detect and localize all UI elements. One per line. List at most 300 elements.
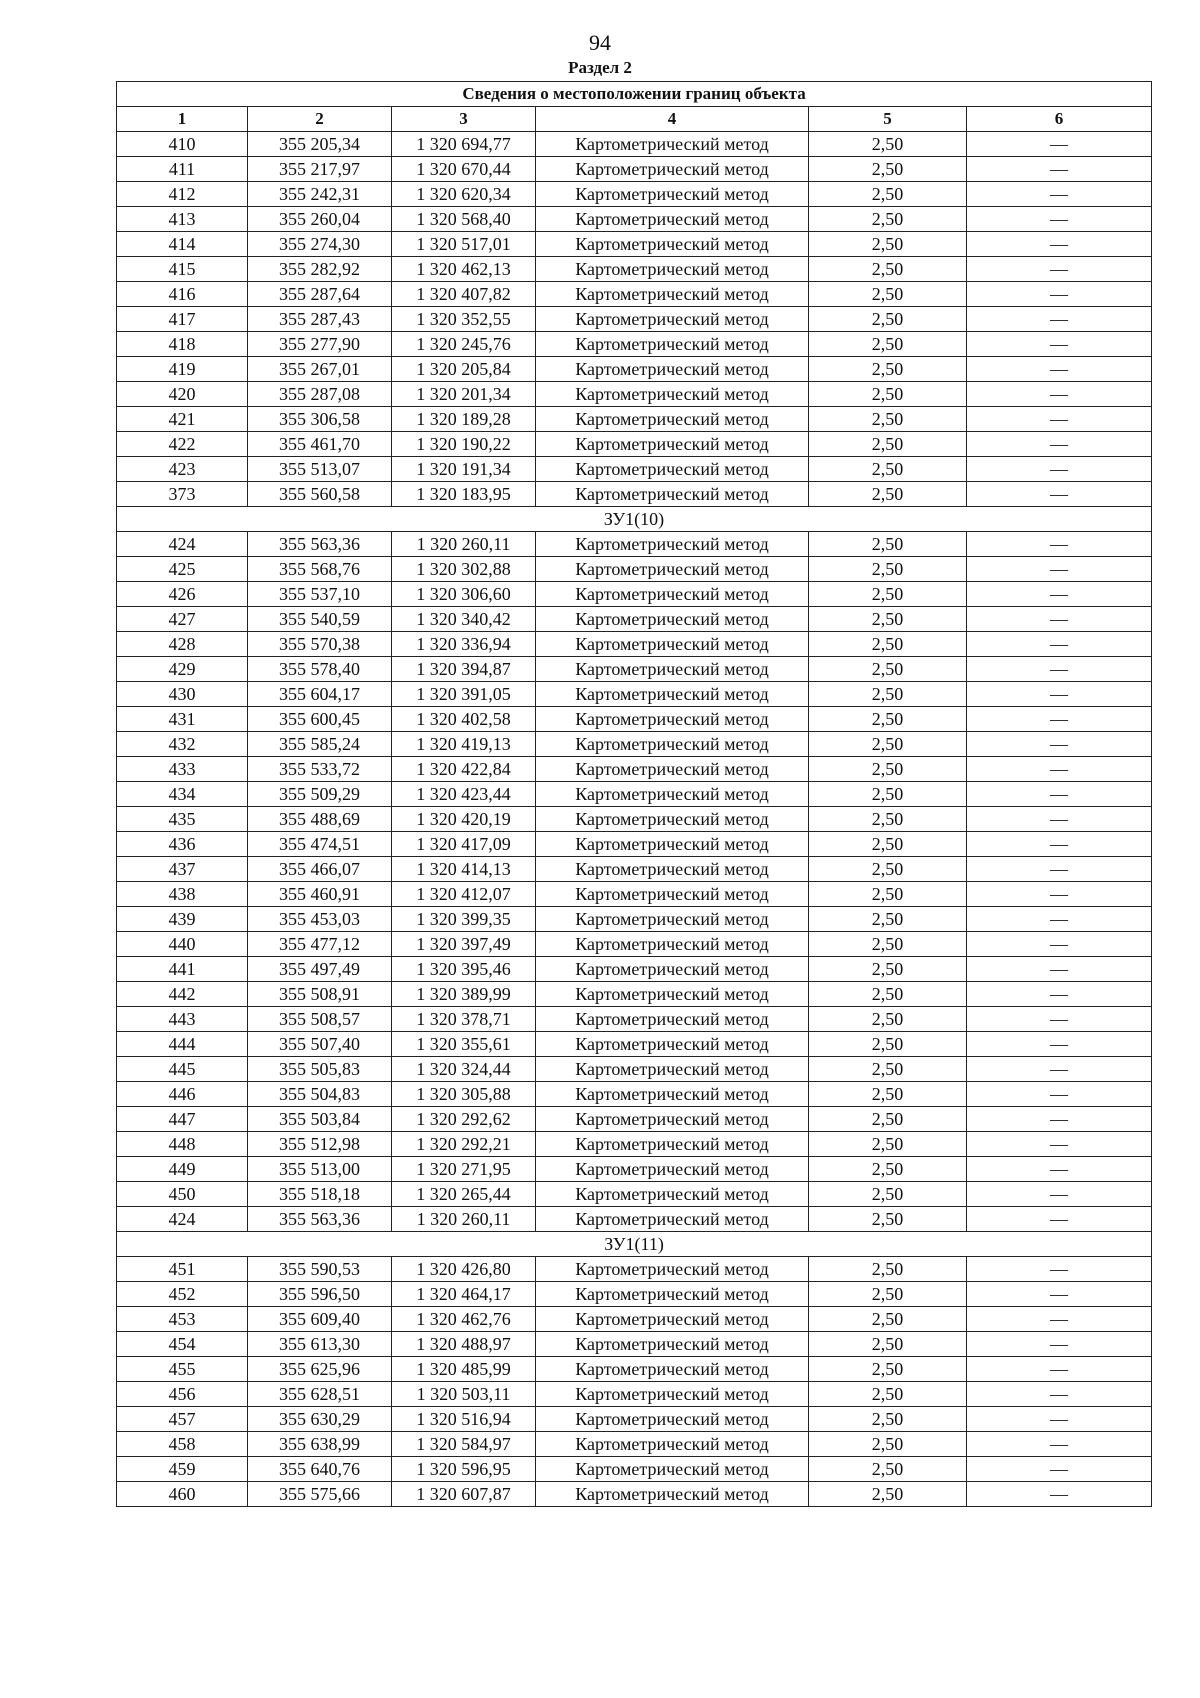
table-row: [117, 607, 1152, 632]
method-cell: Картометрический метод: [536, 1207, 809, 1232]
table-row: [117, 1207, 1152, 1232]
table-row: [117, 907, 1152, 932]
point-number-cell: 417: [117, 307, 248, 332]
table-row: [117, 132, 1152, 157]
method-cell: Картометрический метод: [536, 482, 809, 507]
method-cell: Картометрический метод: [536, 257, 809, 282]
accuracy-cell: 2,50: [809, 1082, 967, 1107]
point-number-cell: 430: [117, 682, 248, 707]
table-row: [117, 332, 1152, 357]
x-coordinate-cell: 355 638,99: [248, 1432, 392, 1457]
accuracy-cell: 2,50: [809, 1407, 967, 1432]
accuracy-cell: 2,50: [809, 857, 967, 882]
group-header-row: [117, 1232, 1152, 1257]
y-coordinate-cell: 1 320 464,17: [392, 1282, 536, 1307]
point-number-cell: 426: [117, 582, 248, 607]
method-cell: Картометрический метод: [536, 232, 809, 257]
x-coordinate-cell: 355 477,12: [248, 932, 392, 957]
accuracy-cell: 2,50: [809, 307, 967, 332]
description-cell: —: [967, 857, 1152, 882]
x-coordinate-cell: 355 460,91: [248, 882, 392, 907]
y-coordinate-cell: 1 320 389,99: [392, 982, 536, 1007]
description-cell: —: [967, 457, 1152, 482]
y-coordinate-cell: 1 320 503,11: [392, 1382, 536, 1407]
method-cell: Картометрический метод: [536, 907, 809, 932]
table-row: [117, 1382, 1152, 1407]
description-cell: —: [967, 332, 1152, 357]
method-cell: Картометрический метод: [536, 1357, 809, 1382]
table-row: [117, 557, 1152, 582]
table-row: [117, 1057, 1152, 1082]
y-coordinate-cell: 1 320 422,84: [392, 757, 536, 782]
method-cell: Картометрический метод: [536, 1282, 809, 1307]
point-number-cell: 431: [117, 707, 248, 732]
y-coordinate-cell: 1 320 620,34: [392, 182, 536, 207]
description-cell: —: [967, 1182, 1152, 1207]
y-coordinate-cell: 1 320 488,97: [392, 1332, 536, 1357]
table-row: [117, 857, 1152, 882]
x-coordinate-cell: 355 474,51: [248, 832, 392, 857]
accuracy-cell: 2,50: [809, 1282, 967, 1307]
x-coordinate-cell: 355 563,36: [248, 532, 392, 557]
table-row: [117, 782, 1152, 807]
point-number-cell: 373: [117, 482, 248, 507]
description-cell: —: [967, 307, 1152, 332]
point-number-cell: 424: [117, 532, 248, 557]
x-coordinate-cell: 355 560,58: [248, 482, 392, 507]
y-coordinate-cell: 1 320 336,94: [392, 632, 536, 657]
x-coordinate-cell: 355 287,08: [248, 382, 392, 407]
point-number-cell: 416: [117, 282, 248, 307]
table-row: [117, 157, 1152, 182]
x-coordinate-cell: 355 461,70: [248, 432, 392, 457]
table-row: [117, 1157, 1152, 1182]
accuracy-cell: 2,50: [809, 557, 967, 582]
y-coordinate-cell: 1 320 191,34: [392, 457, 536, 482]
point-number-cell: 424: [117, 1207, 248, 1232]
method-cell: Картометрический метод: [536, 207, 809, 232]
method-cell: Картометрический метод: [536, 757, 809, 782]
table-row: [117, 682, 1152, 707]
table-row: [117, 832, 1152, 857]
accuracy-cell: 2,50: [809, 1032, 967, 1057]
accuracy-cell: 2,50: [809, 457, 967, 482]
accuracy-cell: 2,50: [809, 732, 967, 757]
method-cell: Картометрический метод: [536, 857, 809, 882]
accuracy-cell: 2,50: [809, 1207, 967, 1232]
x-coordinate-cell: 355 503,84: [248, 1107, 392, 1132]
table-row: [117, 382, 1152, 407]
accuracy-cell: 2,50: [809, 1057, 967, 1082]
y-coordinate-cell: 1 320 397,49: [392, 932, 536, 957]
y-coordinate-cell: 1 320 340,42: [392, 607, 536, 632]
table-row: [117, 1082, 1152, 1107]
method-cell: Картометрический метод: [536, 532, 809, 557]
accuracy-cell: 2,50: [809, 632, 967, 657]
method-cell: Картометрический метод: [536, 1457, 809, 1482]
method-cell: Картометрический метод: [536, 182, 809, 207]
point-number-cell: 437: [117, 857, 248, 882]
accuracy-cell: 2,50: [809, 607, 967, 632]
method-cell: Картометрический метод: [536, 432, 809, 457]
accuracy-cell: 2,50: [809, 582, 967, 607]
table-row: [117, 432, 1152, 457]
accuracy-cell: 2,50: [809, 757, 967, 782]
description-cell: —: [967, 632, 1152, 657]
column-header: 5: [809, 107, 967, 132]
method-cell: Картометрический метод: [536, 1407, 809, 1432]
point-number-cell: 413: [117, 207, 248, 232]
y-coordinate-cell: 1 320 402,58: [392, 707, 536, 732]
x-coordinate-cell: 355 540,59: [248, 607, 392, 632]
method-cell: Картометрический метод: [536, 582, 809, 607]
method-cell: Картометрический метод: [536, 982, 809, 1007]
table-row: [117, 307, 1152, 332]
point-number-cell: 460: [117, 1482, 248, 1507]
description-cell: —: [967, 1257, 1152, 1282]
y-coordinate-cell: 1 320 352,55: [392, 307, 536, 332]
x-coordinate-cell: 355 282,92: [248, 257, 392, 282]
point-number-cell: 457: [117, 1407, 248, 1432]
accuracy-cell: 2,50: [809, 207, 967, 232]
table-row: [117, 732, 1152, 757]
description-cell: —: [967, 1107, 1152, 1132]
accuracy-cell: 2,50: [809, 1482, 967, 1507]
point-number-cell: 459: [117, 1457, 248, 1482]
accuracy-cell: 2,50: [809, 432, 967, 457]
y-coordinate-cell: 1 320 292,62: [392, 1107, 536, 1132]
x-coordinate-cell: 355 287,43: [248, 307, 392, 332]
description-cell: —: [967, 682, 1152, 707]
point-number-cell: 435: [117, 807, 248, 832]
x-coordinate-cell: 355 507,40: [248, 1032, 392, 1057]
table-row: [117, 882, 1152, 907]
method-cell: Картометрический метод: [536, 1032, 809, 1057]
description-cell: —: [967, 782, 1152, 807]
table-row: [117, 1432, 1152, 1457]
table-row: [117, 757, 1152, 782]
description-cell: —: [967, 157, 1152, 182]
x-coordinate-cell: 355 513,00: [248, 1157, 392, 1182]
x-coordinate-cell: 355 628,51: [248, 1382, 392, 1407]
point-number-cell: 422: [117, 432, 248, 457]
x-coordinate-cell: 355 205,34: [248, 132, 392, 157]
method-cell: Картометрический метод: [536, 1057, 809, 1082]
point-number-cell: 453: [117, 1307, 248, 1332]
column-header: 6: [967, 107, 1152, 132]
accuracy-cell: 2,50: [809, 282, 967, 307]
description-cell: —: [967, 382, 1152, 407]
accuracy-cell: 2,50: [809, 907, 967, 932]
table-row: [117, 807, 1152, 832]
description-cell: —: [967, 282, 1152, 307]
method-cell: Картометрический метод: [536, 357, 809, 382]
accuracy-cell: 2,50: [809, 1157, 967, 1182]
x-coordinate-cell: 355 453,03: [248, 907, 392, 932]
x-coordinate-cell: 355 537,10: [248, 582, 392, 607]
method-cell: Картометрический метод: [536, 457, 809, 482]
x-coordinate-cell: 355 267,01: [248, 357, 392, 382]
y-coordinate-cell: 1 320 271,95: [392, 1157, 536, 1182]
x-coordinate-cell: 355 512,98: [248, 1132, 392, 1157]
point-number-cell: 414: [117, 232, 248, 257]
method-cell: Картометрический метод: [536, 1307, 809, 1332]
description-cell: —: [967, 1432, 1152, 1457]
method-cell: Картометрический метод: [536, 407, 809, 432]
x-coordinate-cell: 355 513,07: [248, 457, 392, 482]
table-caption-row: [117, 82, 1152, 107]
description-cell: —: [967, 582, 1152, 607]
description-cell: —: [967, 1032, 1152, 1057]
accuracy-cell: 2,50: [809, 232, 967, 257]
method-cell: Картометрический метод: [536, 932, 809, 957]
table-row: [117, 932, 1152, 957]
method-cell: Картометрический метод: [536, 832, 809, 857]
y-coordinate-cell: 1 320 355,61: [392, 1032, 536, 1057]
table-body: [117, 132, 1152, 1507]
x-coordinate-cell: 355 497,49: [248, 957, 392, 982]
point-number-cell: 415: [117, 257, 248, 282]
y-coordinate-cell: 1 320 584,97: [392, 1432, 536, 1457]
point-number-cell: 432: [117, 732, 248, 757]
description-cell: —: [967, 1057, 1152, 1082]
column-header: 4: [536, 107, 809, 132]
point-number-cell: 446: [117, 1082, 248, 1107]
table-row: [117, 1032, 1152, 1057]
table-row: [117, 957, 1152, 982]
point-number-cell: 421: [117, 407, 248, 432]
description-cell: —: [967, 1357, 1152, 1382]
y-coordinate-cell: 1 320 260,11: [392, 1207, 536, 1232]
x-coordinate-cell: 355 509,29: [248, 782, 392, 807]
point-number-cell: 420: [117, 382, 248, 407]
accuracy-cell: 2,50: [809, 932, 967, 957]
accuracy-cell: 2,50: [809, 1357, 967, 1382]
x-coordinate-cell: 355 563,36: [248, 1207, 392, 1232]
point-number-cell: 449: [117, 1157, 248, 1182]
table-row: [117, 282, 1152, 307]
accuracy-cell: 2,50: [809, 957, 967, 982]
point-number-cell: 455: [117, 1357, 248, 1382]
description-cell: —: [967, 757, 1152, 782]
x-coordinate-cell: 355 630,29: [248, 1407, 392, 1432]
point-number-cell: 442: [117, 982, 248, 1007]
accuracy-cell: 2,50: [809, 1307, 967, 1332]
section-title: Раздел 2: [568, 58, 632, 77]
method-cell: Картометрический метод: [536, 807, 809, 832]
description-cell: —: [967, 1207, 1152, 1232]
x-coordinate-cell: 355 585,24: [248, 732, 392, 757]
accuracy-cell: 2,50: [809, 1332, 967, 1357]
point-number-cell: 440: [117, 932, 248, 957]
table-row: [117, 1457, 1152, 1482]
description-cell: —: [967, 1132, 1152, 1157]
method-cell: Картометрический метод: [536, 1107, 809, 1132]
method-cell: Картометрический метод: [536, 1157, 809, 1182]
y-coordinate-cell: 1 320 190,22: [392, 432, 536, 457]
description-cell: —: [967, 832, 1152, 857]
x-coordinate-cell: 355 533,72: [248, 757, 392, 782]
y-coordinate-cell: 1 320 407,82: [392, 282, 536, 307]
accuracy-cell: 2,50: [809, 132, 967, 157]
y-coordinate-cell: 1 320 516,94: [392, 1407, 536, 1432]
method-cell: Картометрический метод: [536, 282, 809, 307]
description-cell: —: [967, 907, 1152, 932]
table-row: [117, 1107, 1152, 1132]
y-coordinate-cell: 1 320 596,95: [392, 1457, 536, 1482]
point-number-cell: 451: [117, 1257, 248, 1282]
method-cell: Картометрический метод: [536, 1382, 809, 1407]
y-coordinate-cell: 1 320 485,99: [392, 1357, 536, 1382]
method-cell: Картометрический метод: [536, 382, 809, 407]
table-row: [117, 1257, 1152, 1282]
accuracy-cell: 2,50: [809, 407, 967, 432]
y-coordinate-cell: 1 320 417,09: [392, 832, 536, 857]
x-coordinate-cell: 355 260,04: [248, 207, 392, 232]
accuracy-cell: 2,50: [809, 1007, 967, 1032]
x-coordinate-cell: 355 277,90: [248, 332, 392, 357]
y-coordinate-cell: 1 320 399,35: [392, 907, 536, 932]
table-row: [117, 1307, 1152, 1332]
accuracy-cell: 2,50: [809, 782, 967, 807]
x-coordinate-cell: 355 242,31: [248, 182, 392, 207]
description-cell: —: [967, 932, 1152, 957]
y-coordinate-cell: 1 320 205,84: [392, 357, 536, 382]
point-number-cell: 444: [117, 1032, 248, 1057]
accuracy-cell: 2,50: [809, 1107, 967, 1132]
y-coordinate-cell: 1 320 694,77: [392, 132, 536, 157]
x-coordinate-cell: 355 600,45: [248, 707, 392, 732]
table-row: [117, 407, 1152, 432]
table-row: [117, 182, 1152, 207]
x-coordinate-cell: 355 613,30: [248, 1332, 392, 1357]
table-row: [117, 1482, 1152, 1507]
x-coordinate-cell: 355 578,40: [248, 657, 392, 682]
x-coordinate-cell: 355 508,91: [248, 982, 392, 1007]
description-cell: —: [967, 1332, 1152, 1357]
y-coordinate-cell: 1 320 245,76: [392, 332, 536, 357]
x-coordinate-cell: 355 570,38: [248, 632, 392, 657]
table-row: [117, 707, 1152, 732]
description-cell: —: [967, 657, 1152, 682]
accuracy-cell: 2,50: [809, 832, 967, 857]
description-cell: —: [967, 257, 1152, 282]
method-cell: Картометрический метод: [536, 732, 809, 757]
table-caption: Сведения о местоположении границ объекта: [117, 82, 1152, 107]
accuracy-cell: 2,50: [809, 1382, 967, 1407]
point-number-cell: 410: [117, 132, 248, 157]
y-coordinate-cell: 1 320 183,95: [392, 482, 536, 507]
description-cell: —: [967, 1407, 1152, 1432]
column-header-row: [117, 107, 1152, 132]
x-coordinate-cell: 355 508,57: [248, 1007, 392, 1032]
method-cell: Картометрический метод: [536, 1182, 809, 1207]
point-number-cell: 445: [117, 1057, 248, 1082]
x-coordinate-cell: 355 590,53: [248, 1257, 392, 1282]
accuracy-cell: 2,50: [809, 157, 967, 182]
method-cell: Картометрический метод: [536, 332, 809, 357]
table-row: [117, 532, 1152, 557]
column-header: 2: [248, 107, 392, 132]
group-label: ЗУ1(10): [117, 507, 1152, 532]
point-number-cell: 458: [117, 1432, 248, 1457]
accuracy-cell: 2,50: [809, 532, 967, 557]
accuracy-cell: 2,50: [809, 1132, 967, 1157]
accuracy-cell: 2,50: [809, 682, 967, 707]
method-cell: Картометрический метод: [536, 157, 809, 182]
method-cell: Картометрический метод: [536, 682, 809, 707]
y-coordinate-cell: 1 320 324,44: [392, 1057, 536, 1082]
description-cell: —: [967, 957, 1152, 982]
accuracy-cell: 2,50: [809, 982, 967, 1007]
description-cell: —: [967, 607, 1152, 632]
accuracy-cell: 2,50: [809, 382, 967, 407]
description-cell: —: [967, 357, 1152, 382]
x-coordinate-cell: 355 625,96: [248, 1357, 392, 1382]
table-row: [117, 232, 1152, 257]
x-coordinate-cell: 355 505,83: [248, 1057, 392, 1082]
y-coordinate-cell: 1 320 394,87: [392, 657, 536, 682]
y-coordinate-cell: 1 320 265,44: [392, 1182, 536, 1207]
accuracy-cell: 2,50: [809, 1182, 967, 1207]
y-coordinate-cell: 1 320 201,34: [392, 382, 536, 407]
x-coordinate-cell: 355 274,30: [248, 232, 392, 257]
point-number-cell: 439: [117, 907, 248, 932]
point-number-cell: 411: [117, 157, 248, 182]
table-row: [117, 1282, 1152, 1307]
x-coordinate-cell: 355 568,76: [248, 557, 392, 582]
table-row: [117, 1332, 1152, 1357]
x-coordinate-cell: 355 287,64: [248, 282, 392, 307]
y-coordinate-cell: 1 320 292,21: [392, 1132, 536, 1157]
y-coordinate-cell: 1 320 568,40: [392, 207, 536, 232]
point-number-cell: 448: [117, 1132, 248, 1157]
x-coordinate-cell: 355 518,18: [248, 1182, 392, 1207]
accuracy-cell: 2,50: [809, 807, 967, 832]
accuracy-cell: 2,50: [809, 332, 967, 357]
table-row: [117, 1132, 1152, 1157]
x-coordinate-cell: 355 640,76: [248, 1457, 392, 1482]
page-number: 94: [589, 30, 611, 55]
y-coordinate-cell: 1 320 423,44: [392, 782, 536, 807]
y-coordinate-cell: 1 320 302,88: [392, 557, 536, 582]
table-row: [117, 1357, 1152, 1382]
table-row: [117, 357, 1152, 382]
description-cell: —: [967, 982, 1152, 1007]
description-cell: —: [967, 557, 1152, 582]
y-coordinate-cell: 1 320 305,88: [392, 1082, 536, 1107]
description-cell: —: [967, 1157, 1152, 1182]
description-cell: —: [967, 882, 1152, 907]
accuracy-cell: 2,50: [809, 707, 967, 732]
description-cell: —: [967, 1382, 1152, 1407]
point-number-cell: 452: [117, 1282, 248, 1307]
point-number-cell: 454: [117, 1332, 248, 1357]
method-cell: Картометрический метод: [536, 1132, 809, 1157]
y-coordinate-cell: 1 320 462,13: [392, 257, 536, 282]
table-row: [117, 982, 1152, 1007]
y-coordinate-cell: 1 320 412,07: [392, 882, 536, 907]
method-cell: Картометрический метод: [536, 882, 809, 907]
table-row: [117, 632, 1152, 657]
point-number-cell: 438: [117, 882, 248, 907]
x-coordinate-cell: 355 596,50: [248, 1282, 392, 1307]
y-coordinate-cell: 1 320 419,13: [392, 732, 536, 757]
point-number-cell: 429: [117, 657, 248, 682]
y-coordinate-cell: 1 320 414,13: [392, 857, 536, 882]
point-number-cell: 423: [117, 457, 248, 482]
method-cell: Картометрический метод: [536, 1257, 809, 1282]
